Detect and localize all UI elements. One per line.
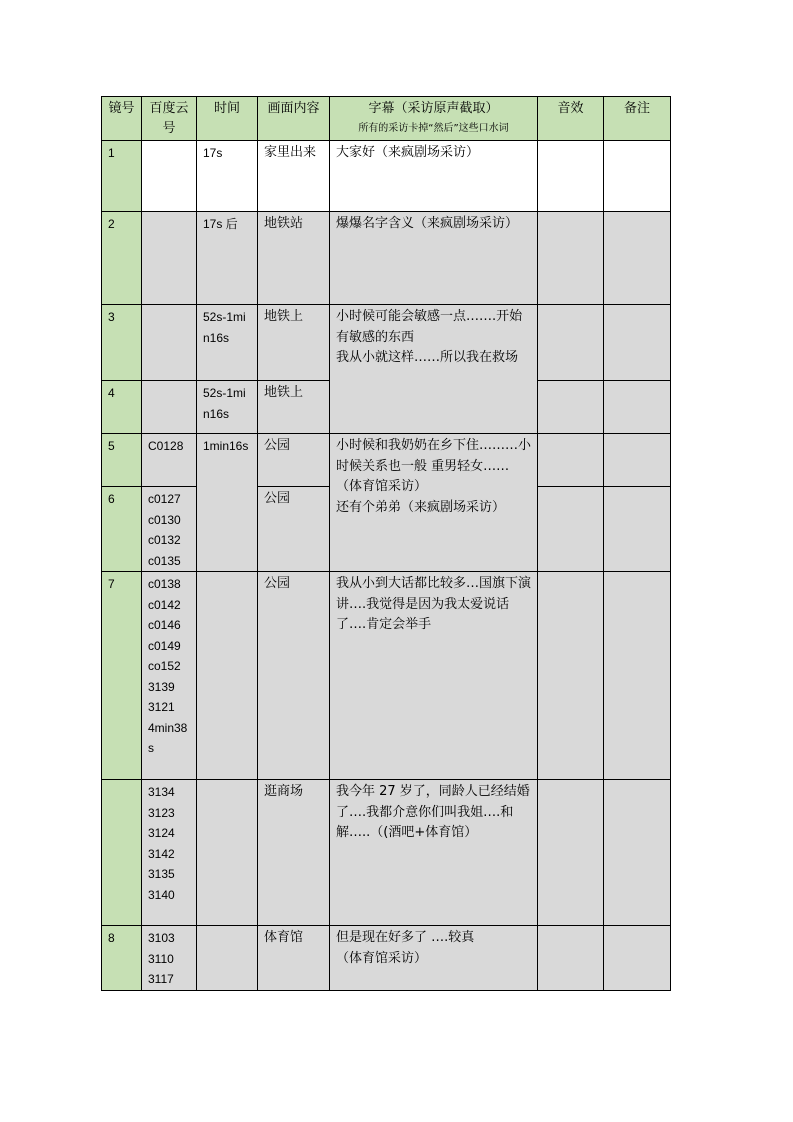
scene-cell: 公园 xyxy=(258,572,330,780)
remark-cell xyxy=(604,434,671,487)
shot-list-table xyxy=(101,96,671,991)
remark-cell xyxy=(604,780,671,926)
scene-cell: 地铁站 xyxy=(258,212,330,305)
table-row xyxy=(102,305,671,381)
header-sound: 音效 xyxy=(538,97,604,141)
baidu-cell xyxy=(142,434,197,487)
baidu-cell xyxy=(142,572,197,780)
header-subtitle-note: 所有的采访卡掉“然后”这些口水词 xyxy=(358,123,509,134)
baidu-id: c0146 xyxy=(148,618,181,632)
baidu-id: c0127 xyxy=(148,492,181,506)
time-text: 52s-1min16s xyxy=(203,310,246,345)
baidu-id: co152 xyxy=(148,659,181,673)
scene-cell: 公园 xyxy=(258,434,330,487)
sound-cell xyxy=(538,212,604,305)
baidu-cell xyxy=(142,305,197,381)
time-cell xyxy=(197,780,258,926)
shot-number: 2 xyxy=(102,212,142,305)
table-row xyxy=(102,780,671,926)
subtitle-line: 小时候和我奶奶在乡下住………小时候关系也一般 重男轻女……（体育馆采访） xyxy=(336,438,532,494)
time-cell xyxy=(197,381,258,434)
time-cell xyxy=(197,305,258,381)
sound-cell xyxy=(538,572,604,780)
time-cell: 17s xyxy=(197,141,258,212)
remark-cell xyxy=(604,141,671,212)
header-scene: 画面内容 xyxy=(258,97,330,141)
shot-number: 7 xyxy=(102,572,142,780)
table-row xyxy=(102,572,671,780)
subtitle-cell: 我今年 27 岁了，同龄人已经结婚了….我都介意你们叫我姐….和解…..（(酒吧+体育馆） xyxy=(330,780,538,926)
subtitle-line: 还有个弟弟（来疯剧场采访） xyxy=(336,499,506,515)
baidu-cell xyxy=(142,381,197,434)
header-shot: 镜号 xyxy=(102,97,142,141)
time-cell xyxy=(197,926,258,991)
scene-cell: 公园 xyxy=(258,487,330,572)
baidu-id: 3117 xyxy=(148,972,174,986)
baidu-id: c0149 xyxy=(148,638,181,653)
remark-cell xyxy=(604,212,671,305)
subtitle-line: （体育馆采访） xyxy=(336,950,428,966)
baidu-id: 3103 xyxy=(148,931,175,945)
baidu-id: 3121 xyxy=(148,700,175,714)
remark-cell xyxy=(604,926,671,991)
baidu-id: c0132 xyxy=(148,533,181,547)
table-row xyxy=(102,141,671,212)
scene-cell: 家里出来 xyxy=(258,141,330,212)
table-row xyxy=(102,212,671,305)
time-cell xyxy=(197,434,258,572)
header-subtitle-title: 字幕（采访原声截取） xyxy=(368,101,499,116)
subtitle-line: 小时候可能会敏感一点…….开始有敏感的东西 xyxy=(336,309,523,345)
table-row xyxy=(102,926,671,991)
sound-cell xyxy=(538,141,604,212)
baidu-id: c0130 xyxy=(148,512,181,527)
header-baidu: 百度云号 xyxy=(142,97,197,141)
scene-cell: 体育馆 xyxy=(258,926,330,991)
header-subtitle xyxy=(330,97,538,141)
baidu-id: c0142 xyxy=(148,597,181,612)
baidu-id: 3123 xyxy=(148,805,175,820)
time-text: 1min16s xyxy=(203,439,249,453)
table-row xyxy=(102,434,671,487)
baidu-id: 4min38s xyxy=(148,720,188,755)
shot-number: 5 xyxy=(102,434,142,487)
baidu-id: 3139 xyxy=(148,679,175,694)
header-time: 时间 xyxy=(197,97,258,141)
baidu-id: 3142 xyxy=(148,846,175,861)
baidu-cell xyxy=(142,926,197,991)
sound-cell xyxy=(538,487,604,572)
time-cell xyxy=(197,572,258,780)
baidu-id: 3134 xyxy=(148,785,175,799)
shot-number: 1 xyxy=(102,141,142,212)
scene-cell: 地铁上 xyxy=(258,381,330,434)
shot-number: 4 xyxy=(102,381,142,434)
header-row xyxy=(102,97,671,141)
shot-number xyxy=(102,780,142,926)
header-remark: 备注 xyxy=(604,97,671,141)
shot-number: 3 xyxy=(102,305,142,381)
sound-cell xyxy=(538,381,604,434)
baidu-cell xyxy=(142,141,197,212)
remark-cell xyxy=(604,381,671,434)
baidu-id: c0135 xyxy=(148,553,181,568)
baidu-cell xyxy=(142,780,197,926)
baidu-id: 3124 xyxy=(148,826,175,840)
subtitle-line: 但是现在好多了 ….较真 xyxy=(336,930,475,945)
shot-number: 8 xyxy=(102,926,142,991)
sound-cell xyxy=(538,434,604,487)
baidu-cell xyxy=(142,487,197,572)
remark-cell xyxy=(604,305,671,381)
scene-cell: 地铁上 xyxy=(258,305,330,381)
subtitle-cell xyxy=(330,434,538,572)
baidu-id: 3110 xyxy=(148,951,174,966)
sound-cell xyxy=(538,305,604,381)
subtitle-cell: 爆爆名字含义（来疯剧场采访） xyxy=(330,212,538,305)
scene-cell: 逛商场 xyxy=(258,780,330,926)
subtitle-cell xyxy=(330,926,538,991)
time-cell: 17s 后 xyxy=(197,212,258,305)
baidu-id: 3140 xyxy=(148,887,175,902)
time-text: 52s-1min16s xyxy=(203,386,246,421)
remark-cell xyxy=(604,487,671,572)
subtitle-line: 我从小就这样……所以我在救场 xyxy=(336,350,519,365)
subtitle-cell: 我从小到大话都比较多…国旗下演讲….我觉得是因为我太爱说话了….肯定会举手 xyxy=(330,572,538,780)
baidu-id: c0138 xyxy=(148,577,181,591)
sound-cell xyxy=(538,926,604,991)
sound-cell xyxy=(538,780,604,926)
remark-cell xyxy=(604,572,671,780)
baidu-cell xyxy=(142,212,197,305)
baidu-id: 3135 xyxy=(148,867,175,881)
subtitle-cell xyxy=(330,305,538,434)
baidu-id: C0128 xyxy=(148,439,184,453)
subtitle-cell: 大家好（来疯剧场采访） xyxy=(330,141,538,212)
shot-number: 6 xyxy=(102,487,142,572)
